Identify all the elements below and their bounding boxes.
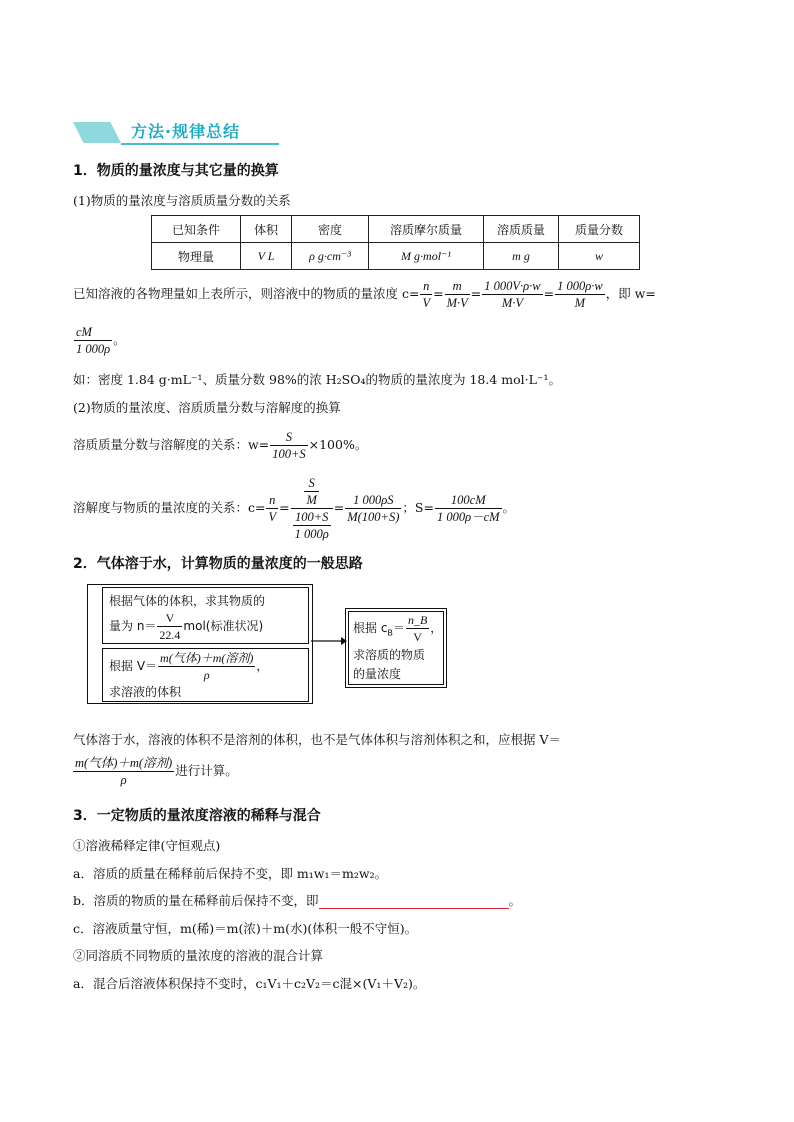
flow-text-part: mol(标准状况): [183, 619, 264, 633]
denominator: V: [268, 510, 277, 524]
answer-blank[interactable]: [319, 895, 509, 909]
flow-text-part: ，: [256, 659, 269, 673]
fraction: [266, 492, 278, 525]
fraction: [157, 610, 182, 643]
banner-stripe: [73, 122, 121, 143]
fraction: [435, 492, 502, 525]
flow-left-group: [87, 584, 313, 704]
fraction: [345, 492, 401, 525]
sub-heading-1: (1)物质的量浓度与溶质质量分数的关系: [73, 193, 291, 208]
numerator: S: [304, 475, 318, 492]
table-cell: V L: [241, 243, 292, 270]
flow-text: [109, 610, 263, 642]
table-row: [152, 243, 640, 270]
rule-c: c．溶液质量守恒，m(稀)＝m(浓)＋m(水)(体积一般不守恒)。: [73, 921, 418, 936]
denominator: 1 000ρ－cM: [436, 510, 500, 524]
numerator: 1 000ρ·w: [557, 279, 603, 293]
flow-text: 根据气体的体积，求其物质的: [109, 594, 266, 608]
heading-1: 1．物质的量浓度与其它量的换算: [73, 163, 279, 179]
relation-2-lead: 溶解度与物质的量浓度的关系：c=: [73, 500, 266, 515]
flow-text: 求溶质的物质: [353, 648, 426, 662]
banner-title: 方法·规律总结: [131, 122, 241, 141]
flow-box-gas-amount: [102, 587, 309, 644]
numerator: m: [445, 278, 470, 295]
fraction: [420, 278, 432, 311]
numerator: cM: [74, 324, 112, 341]
fraction: [74, 324, 112, 357]
flow-text: [109, 649, 268, 683]
relation-1: [73, 427, 367, 463]
flow-text-part: 根据 V＝: [109, 659, 158, 673]
denominator: M·V: [446, 296, 468, 310]
numerator: 100cM: [435, 492, 502, 509]
numerator: m(气体)＋m(溶剂): [160, 651, 254, 665]
table-cell: ρ g·cm⁻³: [292, 243, 369, 270]
heading-3: 3．一定物质的量浓度溶液的稀释与混合: [73, 808, 321, 824]
table-header-row: [152, 216, 640, 243]
gas-formula: [73, 753, 238, 789]
table-cell: M g·mol⁻¹: [369, 243, 484, 270]
numerator: n: [266, 492, 278, 509]
denominator: M(100+S): [347, 510, 400, 524]
fraction: [482, 278, 542, 311]
gas-formula-tail: 进行计算。: [175, 763, 238, 778]
numerator: m(气体)＋m(溶剂): [75, 756, 173, 770]
formula-w: $\frac{cM}{1 000\rho}$ 。: [76, 325, 126, 356]
numerator: S: [270, 429, 307, 446]
flow-text-part: 根据 c: [353, 621, 388, 635]
sub-heading-2: (2)物质的量浓度、溶质质量分数与溶解度的换算: [73, 400, 341, 415]
section-banner: [73, 119, 278, 145]
fraction: [158, 650, 255, 683]
fraction: [555, 278, 605, 311]
flow-text: [353, 612, 442, 642]
table-cell: w: [559, 243, 640, 270]
numerator: 1 000V·ρ·w: [484, 279, 541, 293]
formula-tail: ，即 w=: [605, 286, 656, 301]
rule-title-1: ①溶液稀释定律(守恒观点): [73, 838, 221, 853]
table-cell: 密度: [292, 216, 369, 243]
formula-lead: 已知溶液的各物理量如上表所示，则溶液中的物质的量浓度 c=: [73, 286, 420, 301]
compound-fraction: [291, 475, 333, 542]
flow-text: 的量浓度: [353, 667, 402, 681]
fraction: [270, 429, 307, 462]
flow-right-group: [345, 608, 447, 688]
table-cell: 体积: [241, 216, 292, 243]
relation-2-mid: ；S=: [402, 500, 434, 515]
flow-text-part: 量为 n＝: [109, 619, 157, 633]
flow-box-solution-volume: [102, 648, 309, 702]
relation-2: 溶解度与物质的量浓度的关系：c= $\frac{n}{V}$ = $\frac{\frac{S}{M}}{\frac{100+S}{1 000\rho}}$ = $\frac{1 000\rho S}{M(100+S)}$ ；S= $\frac{100cM}{1 000\rho-cM}$ 。: [73, 476, 516, 541]
fraction: [73, 755, 174, 788]
table-cell: 溶质摩尔质量: [369, 216, 484, 243]
table-cell: 已知条件: [152, 216, 241, 243]
denominator: M: [306, 493, 317, 507]
rule-b: [73, 891, 521, 909]
mix-rule: a．混合后溶液体积保持不变时，c₁V₁＋c₂V₂＝c混×(V₁＋V₂)。: [73, 976, 426, 991]
fraction: [445, 278, 470, 311]
flow-box-concentration: [348, 611, 444, 685]
denominator: 1 000ρ: [294, 527, 329, 541]
flow-text: 求溶液的体积: [109, 685, 182, 699]
denominator: 22.4: [159, 628, 181, 642]
fraction: [406, 612, 429, 645]
flow-text-part: ，: [430, 621, 443, 635]
relation-1-tail: ×100%。: [308, 437, 368, 452]
relation-1-lead: 溶质质量分数与溶解度的关系：w=: [73, 437, 270, 452]
gas-text: 气体溶于水，溶液的体积不是溶剂的体积，也不是气体体积与溶剂体积之和，应根据 V＝: [73, 732, 562, 747]
numerator: n_B: [407, 613, 428, 627]
quantity-table: [151, 215, 640, 270]
numerator: 100+S: [293, 509, 331, 526]
table-cell: 物理量: [152, 243, 241, 270]
table-cell: 质量分数: [559, 216, 640, 243]
denominator: M: [574, 296, 586, 310]
flow-text-part: B: [387, 628, 393, 638]
formula-line: 已知溶液的各物理量如上表所示，则溶液中的物质的量浓度 c= $\frac{n}{V}$ = $\frac{m}{M\cdot V}$ = $\frac{1 000V\cdot\rho\cdot w}{M\cdot V}$ = $\frac{1 000\rho\cdot w}{M}$ ，即 w=: [73, 279, 656, 310]
rule-a: a．溶质的质量在稀释前后保持不变，即 m₁w₁＝m₂w₂。: [73, 866, 388, 881]
numerator: n: [420, 278, 432, 295]
arrow-icon: [311, 634, 347, 648]
denominator: M·V: [501, 296, 524, 310]
table-cell: m g: [484, 243, 559, 270]
denominator: ρ: [120, 773, 127, 787]
denominator: 1 000ρ: [76, 342, 111, 356]
heading-2: 2．气体溶于水，计算物质的量浓度的一般思路: [73, 556, 363, 572]
table-cell: 溶质质量: [484, 216, 559, 243]
rule-title-2: ②同溶质不同物质的量浓度的溶液的混合计算: [73, 948, 324, 963]
banner-underline: [121, 143, 279, 145]
numerator: 1 000ρS: [345, 492, 401, 509]
rule-b-end: 。: [508, 893, 522, 908]
denominator: V: [422, 296, 431, 310]
denominator: ρ: [203, 668, 210, 682]
numerator: V: [157, 610, 182, 627]
denominator: 100+S: [272, 447, 306, 461]
denominator: V: [413, 630, 422, 644]
flow-text-part: ＝: [392, 621, 405, 635]
example-text: 如：密度 1.84 g·mL⁻¹、质量分数 98%的浓 H₂SO₄的物质的量浓度为 18.4 mol·L⁻¹。: [73, 372, 562, 387]
rule-b-text: b．溶质的物质的量在稀释前后保持不变，即: [73, 893, 319, 908]
